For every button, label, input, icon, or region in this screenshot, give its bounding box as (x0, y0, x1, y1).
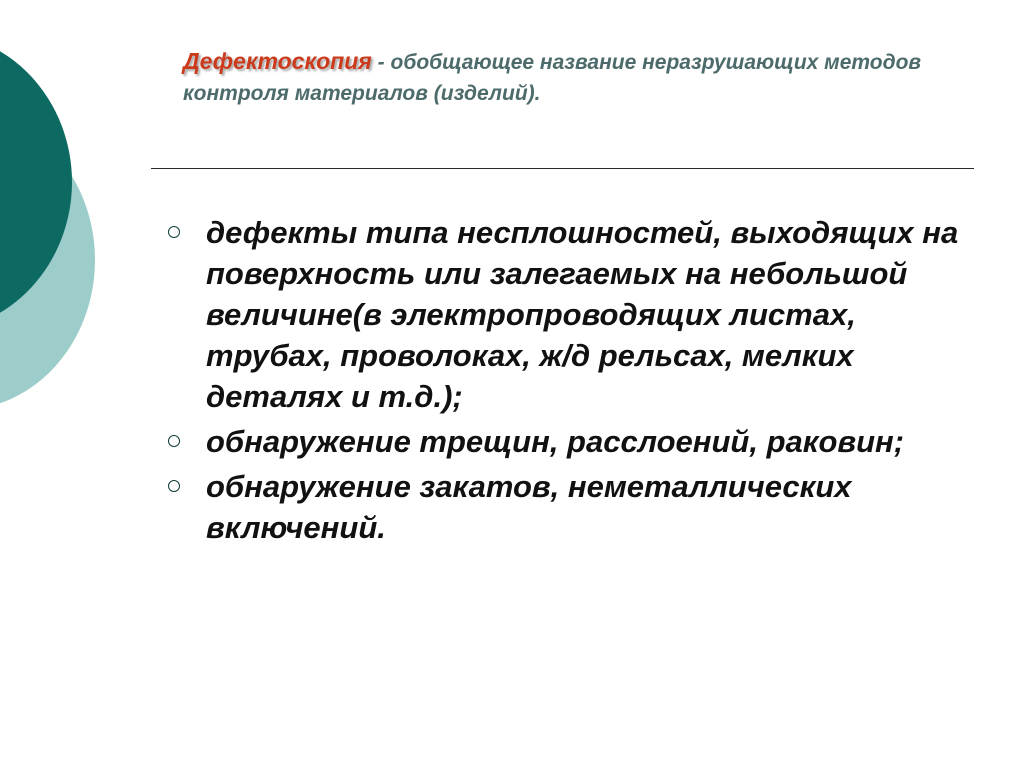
title-divider (151, 168, 974, 169)
bullet-item (165, 421, 965, 462)
hollow-circle-icon (168, 480, 180, 492)
bullet-item (165, 212, 965, 417)
slide-title (183, 46, 943, 109)
hollow-circle-icon (168, 226, 180, 238)
title-term: Дефектоскопия (183, 48, 372, 74)
bullet-text: дефекты типа несплошностей, выходящих на поверхность или залегаемых на небольшой величине(в электропроводящих листах, трубах, проволоках, ж/д рельсах, мелких деталях и т.д.); (206, 215, 959, 414)
bullet-text: обнаружение трещин, расслоений, раковин; (206, 424, 905, 459)
bullet-list (165, 212, 965, 552)
title-definition: - обобщающее название неразрушающих методов контроля материалов (изделий). (183, 51, 922, 105)
bullet-item (165, 466, 965, 548)
hollow-circle-icon (168, 435, 180, 447)
bullet-text: обнаружение закатов, неметаллических включений. (206, 469, 852, 545)
